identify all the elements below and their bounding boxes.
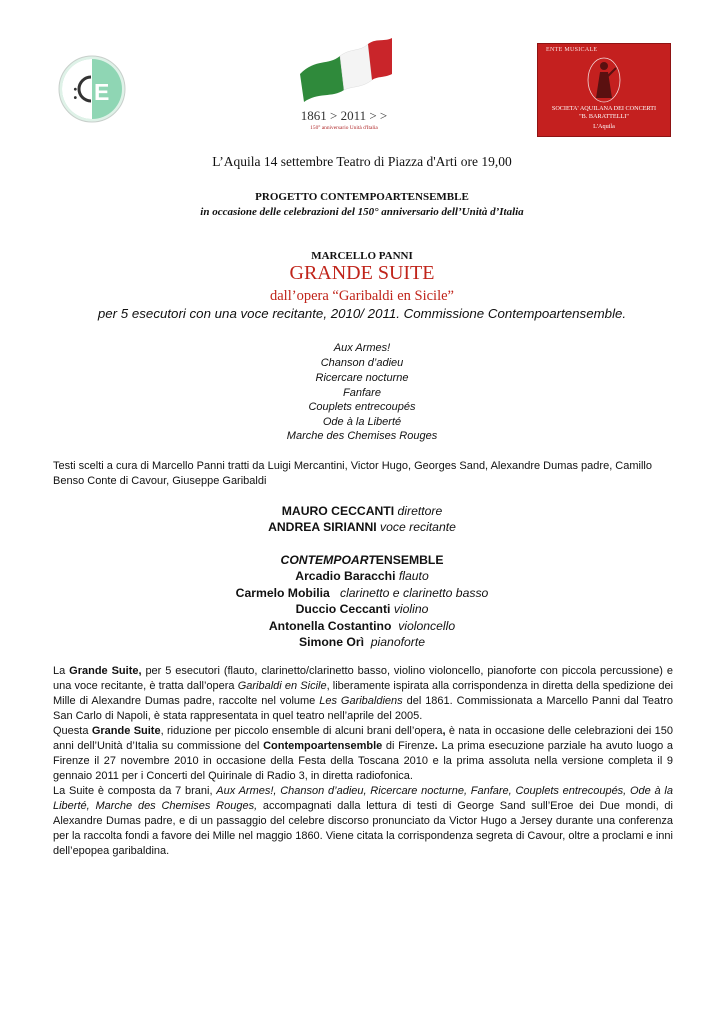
movement-item: Fanfare bbox=[343, 387, 381, 399]
texts-credit-line1: Testi scelti a cura di Marcello Panni tratti da Luigi Mercantini, Victor Hugo, Georges Sand, Alexandre Dumas padre, Camillo bbox=[53, 460, 652, 472]
movement-item: Ricercare nocturne bbox=[315, 372, 409, 384]
opera-subtitle: dall’opera “Garibaldi en Sicile” bbox=[270, 288, 454, 304]
ensemble-member: Antonella Costantino violoncello bbox=[268, 619, 456, 633]
ensemble-member: Arcadio Baracchi flauto bbox=[295, 569, 429, 583]
occasion-line: in occasione delle celebrazioni del 150° anniversario dell’Unità d’Italia bbox=[200, 206, 524, 218]
italian-flag-icon bbox=[288, 36, 400, 108]
ensemble-member: Duccio Ceccanti violino bbox=[295, 602, 429, 616]
work-title: GRANDE SUITE bbox=[289, 262, 435, 284]
svg-text::: : bbox=[72, 79, 79, 105]
ensemble-name: CONTEMPOARTENSEMBLE bbox=[280, 553, 444, 567]
logo-anniversary: 150° anniversario Unità d'Italia bbox=[310, 125, 378, 131]
logo-years: 1861 > 2011 > > bbox=[300, 108, 388, 123]
movement-item: Couplets entrecoupés bbox=[308, 401, 416, 413]
svg-text:E: E bbox=[94, 79, 110, 105]
emblem-icon bbox=[586, 54, 622, 104]
description-paragraph-2: Questa Grande Suite, riduzione per piccolo ensemble di alcuni brani dell’opera, è nata in occasione delle celebrazioni dei 150 anni dell’Unità d’Italia su commissione del Contempoartensemble di Firenze. La prima esecuzione parziale ha avuto luogo a Firenze il 27 novembre 2010 in occasione della Festa della Toscana 2010 e la prima assoluta nella versione completa il 9 gennaio 2011 per i Concerti del Quirinale di Radio 3, in diretta radiofonica. bbox=[53, 725, 673, 782]
contempoartensemble-logo bbox=[58, 55, 126, 123]
description-paragraph-1: La Grande Suite, per 5 esecutori (flauto, clarinetto/clarinetto basso, violino violoncello, pianoforte con piccola percussione) e una voce recitante, è tratta dall’opera Garibaldi en Sicile, liberamente ispirata alla corrispondenza in diretta della spedizione dei Mille di Alexandre Dumas padre, raccolte nel volume Les Garibaldiens del 1861. Commissionata a Marcello Panni dal Teatro San Carlo di Napoli, è stata rappresentata in quel teatro nell’aprile del 2005. bbox=[53, 665, 674, 722]
texts-credit-line2: Benso Conte di Cavour, Giuseppe Garibaldi bbox=[53, 475, 267, 487]
logo-city: L'Aquila bbox=[593, 123, 615, 130]
description-paragraph-3: La Suite è composta da 7 brani, Aux Armes!, Chanson d’adieu, Ricercare nocturne, Fanfare, Couplets entrecoupés, Ode à la Liberté, Marche des Chemises Rouges, accompagnati dalla lettura di testi di George Sand sull’Eroe dei Due mondi, di Alexandre Dumas padre, e di un passaggio del celebre discorso pronunciato da Victor Hugo a Jersey durante una conferenza per la raccolta fondi a favore dei Mille nel maggio 1860. Viene citata la corrispondenza segreta di Cavour, oltre a proclami e inni dell’epopea garibaldina. bbox=[53, 785, 673, 857]
cast-reciter: ANDREA SIRIANNI voce recitante bbox=[268, 520, 456, 534]
logo-barattelli: "B. BARATTELLI" bbox=[579, 113, 629, 120]
event-date-place: L’Aquila 14 settembre Teatro di Piazza d'Arti ore 19,00 bbox=[212, 154, 512, 169]
logo-ente-label: ENTE MUSICALE bbox=[546, 47, 598, 53]
societa-aquilana-logo bbox=[537, 43, 671, 137]
ensemble-member: Carmelo Mobilia clarinetto e clarinetto basso bbox=[235, 586, 489, 600]
project-title: PROGETTO CONTEMPOARTENSEMBLE bbox=[255, 191, 469, 203]
logo-societa-name: SOCIETA' AQUILANA DEI CONCERTI bbox=[551, 105, 657, 112]
movement-item: Chanson d’adieu bbox=[320, 357, 404, 369]
ensemble-member: Simone Orì pianoforte bbox=[298, 635, 425, 649]
movement-item: Ode à la Liberté bbox=[322, 416, 402, 428]
composer-name: MARCELLO PANNI bbox=[311, 250, 413, 262]
unita-italia-150-logo bbox=[288, 36, 400, 136]
movement-item: Aux Armes! bbox=[333, 342, 391, 354]
cast-director: MAURO CECCANTI direttore bbox=[281, 504, 443, 518]
movement-item: Marche des Chemises Rouges bbox=[286, 430, 438, 442]
performers-note: per 5 esecutori con una voce recitante, 2010/ 2011. Commissione Contempoartensemble. bbox=[97, 306, 627, 321]
